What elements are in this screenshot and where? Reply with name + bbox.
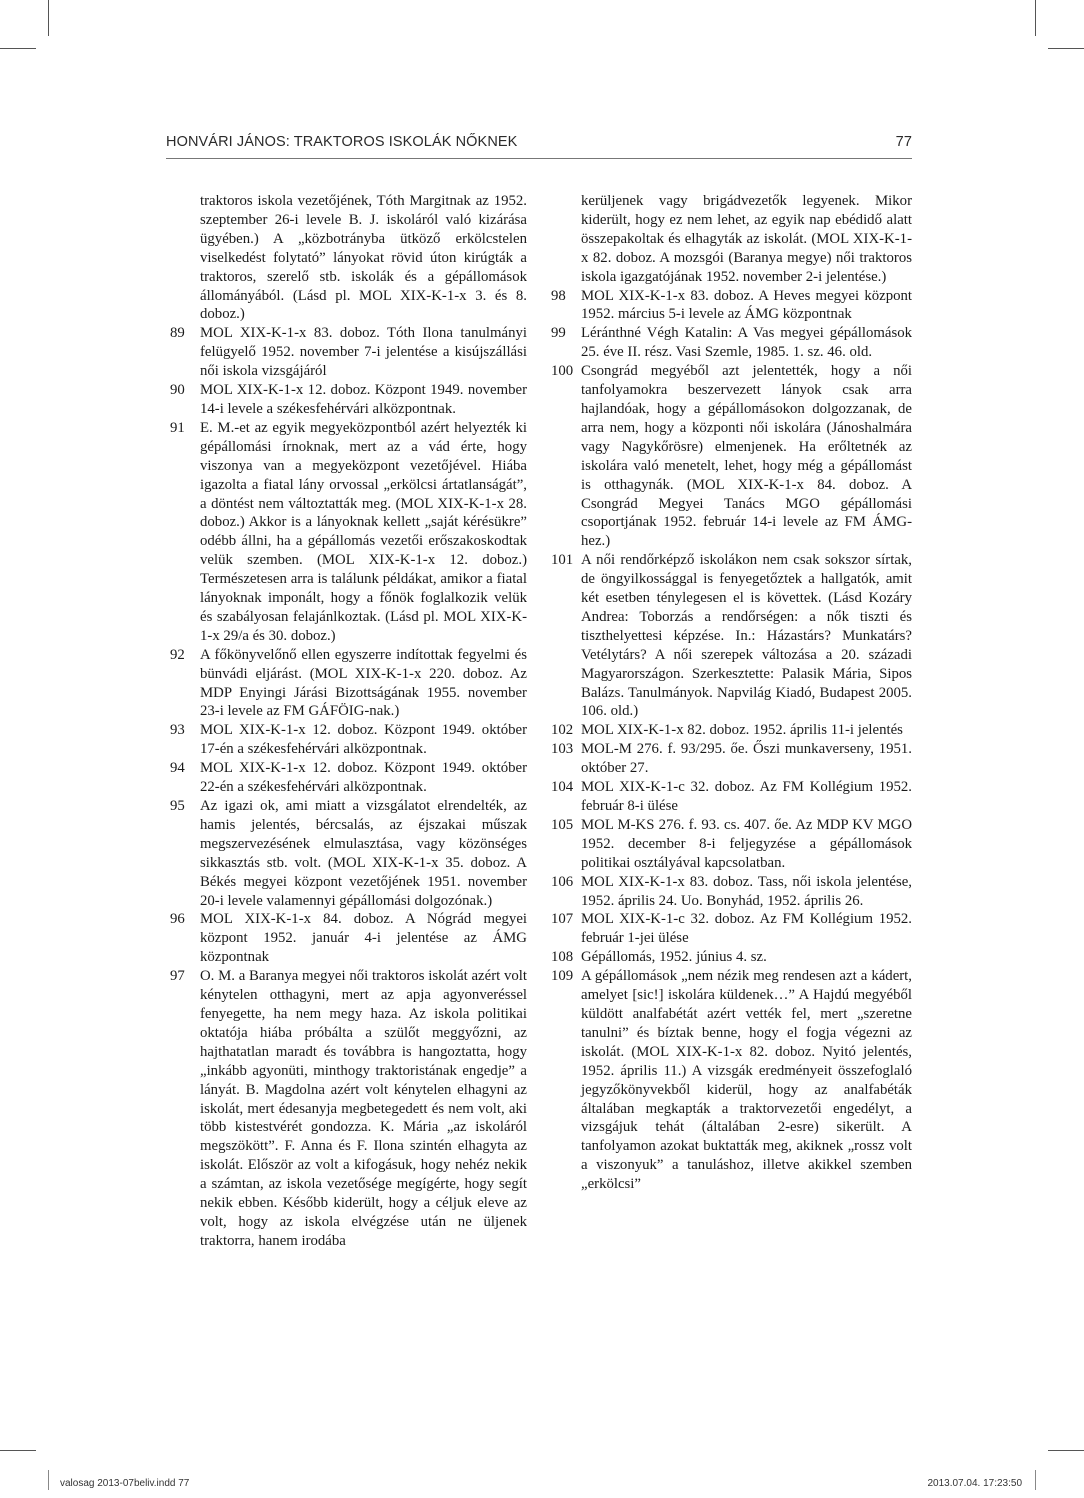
footnote bbox=[170, 797, 527, 910]
footer-tick bbox=[48, 1470, 49, 1490]
footnote bbox=[551, 967, 912, 1194]
footnote-text: Az igazi ok, ami miatt a vizsgálatot elrendelték, az hamis jelentés, bércsalás, az éjszakai műszak megszervezésének elmulasztása, vagy közönséges sikkasztás stb. volt. (MOL XIX-K-1-x 35. doboz. A Békés megyei központ vezetőjének 1951. november 20-i levele valamennyi gépállomási dolgozónak.) bbox=[200, 798, 527, 909]
footnote-number: 109 bbox=[551, 968, 574, 985]
right-column bbox=[551, 192, 912, 1194]
footnote-number: 106 bbox=[551, 873, 574, 890]
footnote-number: 92 bbox=[170, 646, 185, 663]
footnote-number: 89 bbox=[170, 325, 185, 342]
footnote-number: 98 bbox=[551, 287, 566, 304]
footnote-text: MOL XIX-K-1-c 32. doboz. Az FM Kollégium 1952. február 1-jei ülése bbox=[581, 911, 912, 947]
footnote-text: MOL XIX-K-1-x 83. doboz. Tóth Ilona tanulmányi felügyelő 1952. november 7-i jelentése a kisújszállási női iskola vizsgájáról bbox=[200, 325, 527, 380]
footnote bbox=[170, 967, 527, 1251]
footnote bbox=[170, 381, 527, 419]
footnote bbox=[551, 740, 912, 778]
footnote-text: A főkönyvelőnő ellen egyszerre indítottak fegyelmi és bünvádi eljárást. (MOL XIX-K-1-x 220. doboz. Az MDP Enyingi Járási Bizottságának 1955. november 23-i levele az FM GÁFÖIG-nak.) bbox=[200, 646, 527, 720]
footnote bbox=[170, 419, 527, 646]
footnote-number: 90 bbox=[170, 382, 185, 399]
running-head bbox=[166, 134, 912, 154]
right-notes-list bbox=[551, 287, 912, 1195]
footnote bbox=[551, 910, 912, 948]
footnote-number: 103 bbox=[551, 741, 574, 758]
footnote bbox=[170, 646, 527, 722]
footnote-number: 97 bbox=[170, 968, 185, 985]
footnote bbox=[170, 324, 527, 381]
footnote-number: 96 bbox=[170, 911, 185, 928]
crop-mark bbox=[1035, 0, 1036, 36]
footnote-number: 101 bbox=[551, 552, 574, 569]
footnote-number: 91 bbox=[170, 419, 185, 436]
footnote bbox=[551, 324, 912, 362]
footnote-text: MOL XIX-K-1-x 12. doboz. Központ 1949. október 17-én a székesfehérvári alközpontnak. bbox=[200, 722, 527, 758]
footnote bbox=[551, 287, 912, 325]
footnote bbox=[170, 721, 527, 759]
note-continuation: traktoros iskola vezetőjének, Tóth Margitnak az 1952. szeptember 26-i levele B. J. iskoláról való kizárása ügyében.) A „közbotrányba ütköző erkölcstelen viselkedést folytató” lányokat rövid úton kirúgták a traktoros, szerelő stb. iskolák és a gépállomások állományából. (Lásd pl. MOL XIX-K-1-x 3. és 8. doboz.) bbox=[200, 193, 527, 323]
footnote-text: MOL XIX-K-1-x 82. doboz. 1952. április 11-i jelentés bbox=[581, 722, 903, 739]
footnote bbox=[551, 778, 912, 816]
footnote bbox=[170, 759, 527, 797]
footnote bbox=[551, 721, 912, 740]
footer-tick bbox=[1035, 1470, 1036, 1490]
header-rule bbox=[166, 158, 912, 159]
crop-mark bbox=[0, 48, 36, 49]
footnote-text: Gépállomás, 1952. június 4. sz. bbox=[581, 949, 767, 966]
footer-timestamp: 2013.07.04. 17:23:50 bbox=[927, 1478, 1022, 1489]
footnote-number: 95 bbox=[170, 798, 185, 814]
crop-mark bbox=[0, 1450, 36, 1451]
footnote-text: MOL XIX-K-1-x 84. doboz. A Nógrád megyei központ 1952. január 4-i jelentése az ÁMG központnak bbox=[200, 911, 527, 966]
footer-file-info: valosag 2013-07beliv.indd 77 bbox=[60, 1478, 190, 1489]
footnote bbox=[551, 551, 912, 721]
footnote bbox=[551, 362, 912, 551]
footnote-text: Léránthné Végh Katalin: A Vas megyei gépállomások 25. éve II. rész. Vasi Szemle, 1985. 1. sz. 46. old. bbox=[581, 325, 912, 361]
footnote-text: MOL M-KS 276. f. 93. cs. 407. őe. Az MDP KV MGO 1952. december 8-i feljegyzése a gépállomások politikai osztályával kapcsolatban. bbox=[581, 816, 912, 871]
footnote bbox=[551, 816, 912, 873]
running-title: HONVÁRI JÁNOS: TRAKTOROS ISKOLÁK NŐKNEK bbox=[166, 134, 518, 150]
footnote-text: A női rendőrképző iskolákon nem csak sokszor sírtak, de öngyilkossággal is fenyegetőztek a hallgatók, amit két esetben ténylegesen el is követtek. (Lásd Kozáry Andrea: Toborzás a rendőrségen: a nők tiszti és tiszthelyettesi képzése. In.: Házastárs? Munkatárs? Vetélytárs? A női szerepek változása a 20. századi Magyarországon. Szerkesztette: Palasik Mária, Sipos Balázs. Tanulmányok. Napvilág Kiadó, Budapest 2005. 106. old.) bbox=[581, 552, 912, 720]
footnote-number: 107 bbox=[551, 911, 574, 928]
footnote-text: A gépállomások „nem nézik meg rendesen azt a kádert, amelyet [sic!] iskolára küldenek…” A Hajdú megyéből küldött analfabétát azért vették fel, mert „szeretne tanulni” és bíztak benne, hogy el fogja végezni az iskolát. (MOL XIX-K-1-x 82. doboz. Nyitó jelentés, 1952. április 11.) A vizsgák eredményeit összefoglaló jegyzőkönyvekből kiderül, hogy az analfabéták általában megkapták a traktorvezetői engedélyt, a vizsgájuk tehát (általában 2-esre) sikerült. A tanfolyamon azokat buktatták meg, akiknek „rossz volt a viszonyuk” a tanuláshoz, illetve akikkel szemben „erkölcsi” bbox=[581, 968, 912, 1193]
footnote-number: 93 bbox=[170, 722, 185, 739]
footnote-number: 100 bbox=[551, 363, 574, 380]
footnote-text: Csongrád megyéből azt jelentették, hogy a női tanfolyamokra beszervezett lányok csak arra hajlandóak, hogy a gépállomásokon dolgozzanak, de arra nem, hogy a központi női iskolára (Jánoshalmára vagy Nagykőrösre) elmenjenek. Ha erőltetnék az iskolára való menetelt, lehet, hogy még a gépállomást is otthagynák. (MOL XIX-K-1-x 84. doboz. A Csongrád Megyei Tanács MGO gépállomási csoportjának 1952. február 14-i levele az FM ÁMG-hez.) bbox=[581, 363, 912, 550]
footnote-text: MOL XIX-K-1-c 32. doboz. Az FM Kollégium 1952. február 8-i ülése bbox=[581, 779, 912, 814]
footnote-text: MOL XIX-K-1-x 83. doboz. A Heves megyei központ 1952. március 5-i levele az ÁMG központnak bbox=[581, 287, 912, 323]
footnote bbox=[551, 873, 912, 911]
footnote-text: E. M.-et az egyik megyeközpontból azért helyezték ki gépállomási írnoknak, mert az a vád érte, hogy viszonya van a megyeközpont vezetőjével. Hiába igazolta a fiatal lány orvossal „erkölcsi ártatlanságát”, a döntést nem változtatták meg. (MOL XIX-K-1-x 28. doboz.) Akkor is a lányoknak kellett „saját kérésükre” odébb állni, ha a gépállomás vezetői erőszakoskodtak velük szemben. (MOL XIX-K-1-x 12. doboz.) Természetesen arra is találunk példákat, amikor a fiatal lányoknak imponált, hogy a főnök foglalkozik velük és szabályosan felajánlkoztak. (Lásd pl. MOL XIX-K-1-x 29/a és 30. doboz.) bbox=[200, 419, 527, 644]
footnote-text: MOL XIX-K-1-x 12. doboz. Központ 1949. október 22-én a székesfehérvári alközpontnak. bbox=[200, 760, 527, 796]
crop-mark bbox=[1048, 1450, 1084, 1451]
footnote-number: 108 bbox=[551, 949, 574, 966]
crop-mark bbox=[48, 0, 49, 36]
footnote-text: MOL XIX-K-1-x 12. doboz. Központ 1949. november 14-i levele a székesfehérvári alközpontnak. bbox=[200, 382, 527, 417]
footnote-number: 104 bbox=[551, 779, 574, 796]
footnote-number: 94 bbox=[170, 760, 185, 777]
left-column bbox=[170, 192, 527, 1251]
footnote-text: MOL-M 276. f. 93/295. őe. Őszi munkaverseny, 1951. október 27. bbox=[581, 741, 912, 777]
crop-mark bbox=[1048, 48, 1084, 49]
footnote-number: 99 bbox=[551, 325, 566, 342]
footnote-text: O. M. a Baranya megyei női traktoros iskolát azért volt kénytelen otthagyni, mert az apja agyonveréssel fenyegette, ha nem megy haza. Az iskola politikai oktatója hiába próbálta a szülőt meggyőzni, az hajthatatlan maradt és továbbra is hangoztatta, hogy „inkább agyonüti, minthogy traktoristának engedje” a lányát. B. Magdolna azért volt kénytelen elhagyni az iskolát, mert édesanyja megbetegedett és nem volt, aki több kistestvérét gondozza. K. Mária „az iskoláról megszökött”. F. Anna és F. Ilona szintén elhagyta az iskolát. Először az volt a kifogásuk, hogy nehéz nekik a számtan, az iskola vezetősége megígérte, hogy segít nekik ebben. Később kiderült, hogy a céljuk eleve az volt, hogy az iskola elvégzése után ne üljenek traktorra, hanem irodába bbox=[200, 968, 527, 1249]
note-continuation: kerüljenek vagy brigádvezetők legyenek. Mikor kiderült, hogy ez nem lehet, az egyik nap ebédidő alatt összepakoltak és elhagyták az iskolát. (MOL XIX-K-1-x 82. doboz. A mozsgói (Baranya megye) női traktoros iskola igazgatójának 1952. november 2-i jelentése.) bbox=[581, 193, 912, 285]
footnote bbox=[170, 910, 527, 967]
footnote bbox=[551, 948, 912, 967]
footnote-text: MOL XIX-K-1-x 83. doboz. Tass, női iskola jelentése, 1952. április 24. Uo. Bonyhád, 1952. április 26. bbox=[581, 873, 912, 909]
footnote-number: 102 bbox=[551, 722, 574, 739]
page-number: 77 bbox=[895, 134, 912, 150]
left-notes-list bbox=[170, 324, 527, 1250]
footnote-number: 105 bbox=[551, 816, 574, 833]
